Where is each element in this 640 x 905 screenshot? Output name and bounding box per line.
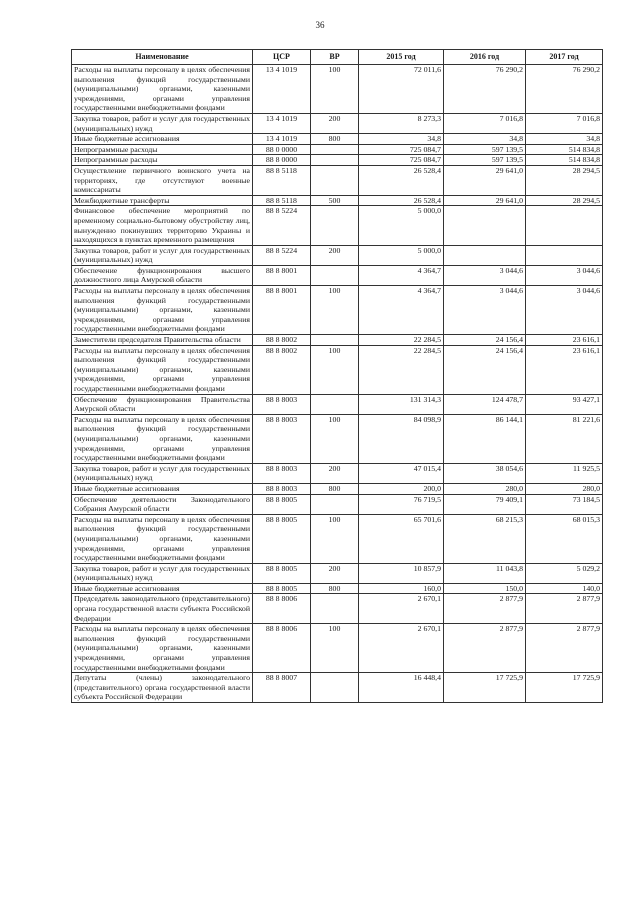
cell-2016 (444, 245, 526, 265)
cell-2016 (444, 206, 526, 245)
table-row (72, 144, 603, 155)
cell-name: Финансовое обеспечение мероприятий по временному социально-бытовому обустройству лиц, вынужденно покинувших территорию Украины и находящихся в пунктах временного размещения (72, 206, 253, 245)
cell-2017: 23 616,1 (526, 345, 603, 394)
cell-csr: 88 0 0000 (253, 144, 311, 155)
cell-2016: 76 290,2 (444, 65, 526, 114)
cell-csr: 88 8 8005 (253, 563, 311, 583)
table-row (72, 286, 603, 335)
cell-vr: 100 (311, 624, 359, 673)
cell-2015: 131 314,3 (359, 394, 444, 414)
table-row (72, 414, 603, 463)
cell-2017: 28 294,5 (526, 195, 603, 206)
cell-name: Иные бюджетные ассигнования (72, 134, 253, 145)
cell-2017 (526, 245, 603, 265)
cell-2016: 280,0 (444, 483, 526, 494)
cell-name: Расходы на выплаты персоналу в целях обеспечения выполнения функций государственными (муниципальными) органами, казенными учреждениями, органами управления государственными внебюджетными фондами (72, 514, 253, 563)
table-row (72, 673, 603, 703)
cell-2016: 29 641,0 (444, 195, 526, 206)
cell-2016: 597 139,5 (444, 144, 526, 155)
cell-vr (311, 155, 359, 166)
cell-2016: 124 478,7 (444, 394, 526, 414)
cell-csr: 88 8 8005 (253, 514, 311, 563)
table-body (72, 65, 603, 703)
cell-2015: 10 857,9 (359, 563, 444, 583)
cell-name: Непрограммные расходы (72, 155, 253, 166)
cell-2015: 34,8 (359, 134, 444, 145)
cell-2017: 2 877,9 (526, 624, 603, 673)
cell-2017: 17 725,9 (526, 673, 603, 703)
cell-name: Обеспечение функционирования Правительства Амурской области (72, 394, 253, 414)
table-row (72, 165, 603, 195)
cell-2016: 3 044,6 (444, 265, 526, 285)
cell-vr: 800 (311, 483, 359, 494)
cell-2015: 5 000,0 (359, 245, 444, 265)
cell-name: Заместители председателя Правительства области (72, 335, 253, 346)
cell-vr: 200 (311, 563, 359, 583)
cell-2017: 68 015,3 (526, 514, 603, 563)
cell-2016: 2 877,9 (444, 624, 526, 673)
cell-csr: 88 8 8005 (253, 494, 311, 514)
cell-csr: 88 8 8003 (253, 394, 311, 414)
cell-csr: 88 8 0000 (253, 155, 311, 166)
cell-2016: 34,8 (444, 134, 526, 145)
cell-2015: 26 528,4 (359, 195, 444, 206)
cell-2017: 81 221,6 (526, 414, 603, 463)
table-row (72, 113, 603, 133)
cell-2015: 5 000,0 (359, 206, 444, 245)
cell-2016: 7 016,8 (444, 113, 526, 133)
cell-2017: 2 877,9 (526, 594, 603, 624)
table-row (72, 155, 603, 166)
cell-name: Расходы на выплаты персоналу в целях обеспечения выполнения функций государственными (муниципальными) органами, казенными учреждениями, органами управления государственными внебюджетными фондами (72, 65, 253, 114)
cell-2016: 86 144,1 (444, 414, 526, 463)
cell-vr: 200 (311, 245, 359, 265)
cell-2015: 47 015,4 (359, 463, 444, 483)
cell-vr: 800 (311, 583, 359, 594)
cell-csr: 13 4 1019 (253, 65, 311, 114)
cell-2017: 34,8 (526, 134, 603, 145)
table-row (72, 463, 603, 483)
cell-csr: 88 8 8003 (253, 414, 311, 463)
cell-name: Расходы на выплаты персоналу в целях обеспечения выполнения функций государственными (муниципальными) органами, казенными учреждениями, органами управления государственными внебюджетными фондами (72, 414, 253, 463)
table-row (72, 594, 603, 624)
cell-vr: 100 (311, 65, 359, 114)
cell-2017: 73 184,5 (526, 494, 603, 514)
cell-2017: 76 290,2 (526, 65, 603, 114)
cell-2016: 150,0 (444, 583, 526, 594)
cell-vr: 100 (311, 345, 359, 394)
cell-2015: 65 701,6 (359, 514, 444, 563)
header-name: Наименование (72, 50, 253, 65)
cell-2017: 3 044,6 (526, 286, 603, 335)
cell-vr (311, 206, 359, 245)
cell-vr (311, 494, 359, 514)
cell-name: Расходы на выплаты персоналу в целях обеспечения выполнения функций государственными (муниципальными) органами, казенными учреждениями, органами управления государственными внебюджетными фондами (72, 624, 253, 673)
cell-2016: 24 156,4 (444, 345, 526, 394)
cell-vr: 100 (311, 414, 359, 463)
header-csr: ЦСР (253, 50, 311, 65)
cell-2015: 2 670,1 (359, 594, 444, 624)
cell-2017: 3 044,6 (526, 265, 603, 285)
cell-csr: 88 8 8001 (253, 265, 311, 285)
table-row (72, 335, 603, 346)
cell-2016: 597 139,5 (444, 155, 526, 166)
cell-2017 (526, 206, 603, 245)
cell-vr: 100 (311, 514, 359, 563)
cell-2017: 514 834,8 (526, 144, 603, 155)
cell-csr: 88 8 5224 (253, 206, 311, 245)
cell-2017: 514 834,8 (526, 155, 603, 166)
cell-vr (311, 335, 359, 346)
cell-csr: 88 8 5118 (253, 195, 311, 206)
cell-name: Закупка товаров, работ и услуг для государственных (муниципальных) нужд (72, 113, 253, 133)
cell-2017: 280,0 (526, 483, 603, 494)
cell-2015: 76 719,5 (359, 494, 444, 514)
cell-name: Председатель законодательного (представительного) органа государственной власти субъекта Российской Федерации (72, 594, 253, 624)
cell-name: Расходы на выплаты персоналу в целях обеспечения выполнения функций государственными (муниципальными) органами, казенными учреждениями, органами управления государственными внебюджетными фондами (72, 286, 253, 335)
cell-2017: 140,0 (526, 583, 603, 594)
cell-2016: 68 215,3 (444, 514, 526, 563)
cell-2015: 16 448,4 (359, 673, 444, 703)
cell-vr (311, 144, 359, 155)
header-2017: 2017 год (526, 50, 603, 65)
cell-2015: 84 098,9 (359, 414, 444, 463)
cell-vr (311, 394, 359, 414)
cell-2017: 23 616,1 (526, 335, 603, 346)
cell-vr (311, 165, 359, 195)
cell-csr: 13 4 1019 (253, 113, 311, 133)
table-row (72, 394, 603, 414)
cell-2015: 725 084,7 (359, 155, 444, 166)
cell-2015: 26 528,4 (359, 165, 444, 195)
cell-2015: 72 011,6 (359, 65, 444, 114)
cell-csr: 88 8 5224 (253, 245, 311, 265)
cell-vr: 200 (311, 463, 359, 483)
cell-csr: 88 8 8002 (253, 335, 311, 346)
cell-2015: 200,0 (359, 483, 444, 494)
cell-name: Закупка товаров, работ и услуг для государственных (муниципальных) нужд (72, 563, 253, 583)
cell-2016: 38 054,6 (444, 463, 526, 483)
cell-2016: 2 877,9 (444, 594, 526, 624)
cell-name: Расходы на выплаты персоналу в целях обеспечения выполнения функций государственными (муниципальными) органами, казенными учреждениями, органами управления государственными внебюджетными фондами (72, 345, 253, 394)
cell-csr: 88 8 8007 (253, 673, 311, 703)
cell-2015: 4 364,7 (359, 265, 444, 285)
cell-name: Иные бюджетные ассигнования (72, 483, 253, 494)
cell-2016: 79 409,1 (444, 494, 526, 514)
page-number: 36 (315, 20, 325, 30)
cell-csr: 13 4 1019 (253, 134, 311, 145)
table-row (72, 563, 603, 583)
cell-2015: 4 364,7 (359, 286, 444, 335)
cell-vr: 100 (311, 286, 359, 335)
cell-2016: 24 156,4 (444, 335, 526, 346)
cell-name: Непрограммные расходы (72, 144, 253, 155)
table-row (72, 583, 603, 594)
cell-2015: 22 284,5 (359, 345, 444, 394)
cell-vr: 200 (311, 113, 359, 133)
cell-csr: 88 8 8003 (253, 483, 311, 494)
cell-name: Закупка товаров, работ и услуг для государственных (муниципальных) нужд (72, 463, 253, 483)
header-vr: ВР (311, 50, 359, 65)
table-row (72, 483, 603, 494)
cell-2015: 725 084,7 (359, 144, 444, 155)
cell-name: Обеспечение функционирования высшего должностного лица Амурской области (72, 265, 253, 285)
cell-2015: 160,0 (359, 583, 444, 594)
header-2015: 2015 год (359, 50, 444, 65)
cell-2017: 93 427,1 (526, 394, 603, 414)
table-row (72, 624, 603, 673)
cell-vr (311, 265, 359, 285)
table-row (72, 265, 603, 285)
cell-csr: 88 8 8006 (253, 624, 311, 673)
header-2016: 2016 год (444, 50, 526, 65)
table-row (72, 514, 603, 563)
table-row (72, 65, 603, 114)
cell-name: Межбюджетные трансферты (72, 195, 253, 206)
cell-csr: 88 8 8001 (253, 286, 311, 335)
cell-2016: 29 641,0 (444, 165, 526, 195)
cell-2017: 28 294,5 (526, 165, 603, 195)
cell-name: Осуществление первичного воинского учета на территориях, где отсутствуют военные комиссариаты (72, 165, 253, 195)
cell-vr: 800 (311, 134, 359, 145)
cell-2016: 11 043,8 (444, 563, 526, 583)
table-row (72, 134, 603, 145)
cell-csr: 88 8 8002 (253, 345, 311, 394)
cell-2016: 17 725,9 (444, 673, 526, 703)
cell-vr (311, 594, 359, 624)
table-row (72, 195, 603, 206)
cell-vr: 500 (311, 195, 359, 206)
cell-2015: 2 670,1 (359, 624, 444, 673)
cell-name: Закупка товаров, работ и услуг для государственных (муниципальных) нужд (72, 245, 253, 265)
table-row (72, 245, 603, 265)
table-row (72, 206, 603, 245)
cell-2015: 22 284,5 (359, 335, 444, 346)
cell-2017: 11 925,5 (526, 463, 603, 483)
table-header-row (72, 50, 603, 65)
cell-vr (311, 673, 359, 703)
cell-2017: 7 016,8 (526, 113, 603, 133)
cell-2016: 3 044,6 (444, 286, 526, 335)
table-row (72, 494, 603, 514)
cell-csr: 88 8 8006 (253, 594, 311, 624)
cell-name: Обеспечение деятельности Законодательного Собрания Амурской области (72, 494, 253, 514)
cell-2015: 8 273,3 (359, 113, 444, 133)
cell-name: Депутаты (члены) законодательного (представительного) органа государственной власти субъекта Российской Федерации (72, 673, 253, 703)
cell-name: Иные бюджетные ассигнования (72, 583, 253, 594)
cell-2017: 5 029,2 (526, 563, 603, 583)
budget-table (71, 49, 603, 703)
cell-csr: 88 8 8005 (253, 583, 311, 594)
cell-csr: 88 8 8003 (253, 463, 311, 483)
cell-csr: 88 8 5118 (253, 165, 311, 195)
table-row (72, 345, 603, 394)
